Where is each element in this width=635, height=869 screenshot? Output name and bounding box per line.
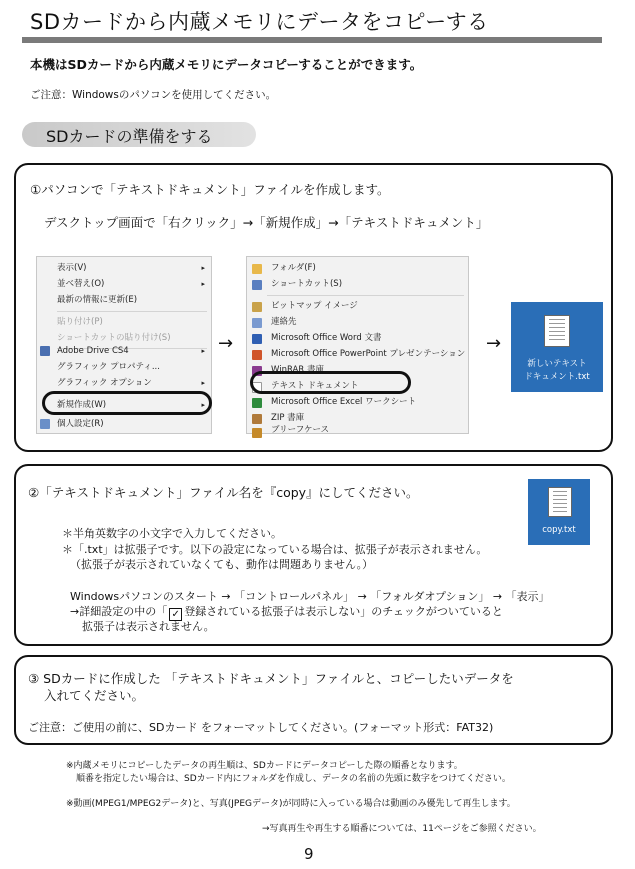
submenu-item-contact[interactable]: 連絡先	[271, 317, 297, 327]
menu-item-adobe-drive[interactable]: Adobe Drive CS4 ▸	[57, 346, 205, 356]
title-underline	[22, 37, 602, 43]
menu-item-graphics-properties[interactable]: グラフィック プロパティ...	[57, 362, 160, 372]
checkbox-checked-icon: ✓	[169, 608, 182, 621]
submenu-item-zip[interactable]: ZIP 書庫	[271, 413, 305, 423]
step2-detail-hidden: 拡張子は表示されません。	[82, 620, 215, 633]
submenu-item-briefcase[interactable]: ブリーフケース	[271, 425, 330, 433]
note-playback-order: ※内蔵メモリにコピーしたデータの再生順は、SDカードにデータコピーした際の順番となります。	[66, 761, 463, 771]
menu-item-personalize[interactable]: 個人設定(R)	[57, 419, 104, 429]
step1-instruction: デスクトップ画面で「右クリック」→「新規作成」→「テキストドキュメント」	[44, 215, 489, 230]
page-title: SDカードから内蔵メモリにデータをコピーする	[30, 10, 489, 34]
menu-item-refresh[interactable]: 最新の情報に更新(E)	[57, 295, 138, 305]
text-file-icon[interactable]	[544, 315, 570, 347]
step3-line2: 入れてください。	[44, 688, 145, 703]
step3-format-caution: ご注意：ご使用の前に、SDカード をフォーマットしてください。(フォーマット形式：FAT32)	[28, 721, 494, 734]
step2-title: ②「テキストドキュメント」ファイル名を『copy』にしてください。	[28, 485, 419, 500]
step2-bullet-extension: ＊「.txt」は拡張子です。以下の設定になっている場合は、拡張子が表示されません。	[62, 543, 488, 556]
desktop-preview	[511, 302, 603, 392]
menu-item-sort[interactable]: 並べ替え(O) ▸	[57, 279, 205, 289]
step2-bullet-lowercase: ＊半角英数字の小文字で入力してください。	[62, 527, 282, 540]
submenu-item-powerpoint[interactable]: Microsoft Office PowerPoint プレゼンテーション	[271, 349, 466, 359]
menu-separator	[57, 311, 207, 312]
menu-item-view[interactable]: 表示(V) ▸	[57, 263, 205, 273]
step2-detail-setting: →詳細設定の中の「 ✓ 登録されている拡張子は表示しない」のチェックがついていると	[70, 605, 503, 620]
step1-title: ①パソコンで「テキストドキュメント」ファイルを作成します。	[30, 182, 390, 197]
menu-item-paste[interactable]: 貼り付け(P)	[57, 317, 103, 327]
highlight-new-oval	[42, 391, 212, 415]
arrow-1: →	[218, 333, 234, 354]
submenu-item-shortcut[interactable]: ショートカット(S)	[271, 279, 343, 289]
step2-bullet-extension-note: （拡張子が表示されていなくても、動作は問題ありません。）	[70, 558, 374, 571]
new-submenu	[246, 256, 469, 434]
copy-file-preview	[528, 479, 590, 545]
arrow-2: →	[486, 333, 502, 354]
note-video-priority: ※動画(MPEG1/MPEG2データ)と、写真(JPEGデータ)が同時に入っている場合は動画のみ優先して再生します。	[66, 799, 516, 809]
note-see-page: →写真再生や再生する順番については、11ページをご参照ください。	[262, 824, 542, 834]
submenu-item-text-document[interactable]: テキスト ドキュメント	[271, 381, 359, 391]
copy-file-label: copy.txt	[542, 525, 576, 535]
menu-separator	[267, 295, 464, 296]
step3-line1: ③ SDカードに作成した 「テキストドキュメント」ファイルと、コピーしたいデータを	[28, 671, 514, 686]
note-order-folder: 順番を指定したい場合は、SDカード内にフォルダを作成し、データの名前の先頭に数字をつけてください。	[76, 774, 511, 784]
windows-caution: ご注意：Windowsのパソコンを使用してください。	[30, 89, 277, 101]
submenu-item-bitmap[interactable]: ビットマップ イメージ	[271, 301, 358, 311]
new-text-file-label: 新しいテキスト ドキュメント.txt	[524, 359, 590, 382]
menu-item-paste-shortcut[interactable]: ショートカットの貼り付け(S)	[57, 333, 171, 343]
page-number: 9	[304, 845, 314, 863]
submenu-item-excel[interactable]: Microsoft Office Excel ワークシート	[271, 397, 417, 407]
intro-text: 本機はSDカードから内蔵メモリにデータコピーすることができます。	[30, 57, 423, 72]
step2-settings-path: Windowsパソコンのスタート → 「コントロールパネル」 → 「フォルダオプション」 → 「表示」	[70, 590, 550, 603]
highlight-text-document-oval	[250, 371, 411, 394]
menu-item-new[interactable]: 新規作成(W) ▸	[57, 400, 205, 410]
submenu-item-folder[interactable]: フォルダ(F)	[271, 263, 316, 273]
submenu-item-winrar[interactable]: WinRAR 書庫	[271, 365, 324, 375]
submenu-item-word[interactable]: Microsoft Office Word 文書	[271, 333, 382, 343]
section-heading: SDカードの準備をする	[46, 127, 213, 146]
copy-file-icon[interactable]	[548, 487, 572, 517]
menu-item-graphics-options[interactable]: グラフィック オプション ▸	[57, 378, 205, 388]
